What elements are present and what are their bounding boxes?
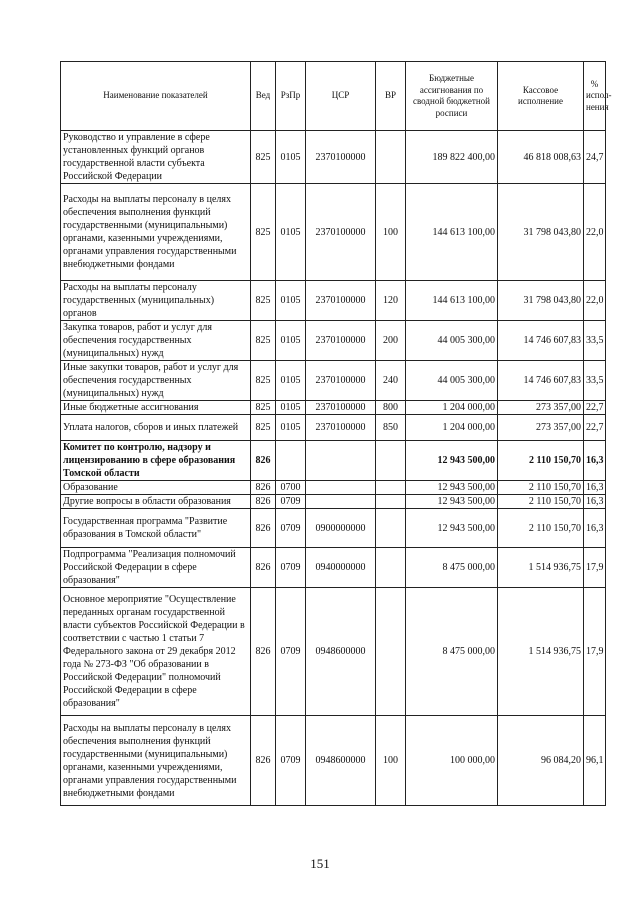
row-name: Иные бюджетные ассигнования [61,401,251,415]
row-csr: 2370100000 [306,321,376,361]
row-csr: 2370100000 [306,415,376,441]
row-vr: 850 [376,415,406,441]
row-ved: 825 [251,415,276,441]
row-cash-execution: 273 357,00 [498,401,584,415]
row-cash-execution: 273 357,00 [498,415,584,441]
row-assignments: 12 943 500,00 [406,509,498,548]
row-percent: 17,9 [584,588,606,716]
row-rzpr: 0700 [276,481,306,495]
row-csr [306,481,376,495]
row-name: Государственная программа "Развитие образования в Томской области" [61,509,251,548]
row-ved: 826 [251,441,276,481]
row-ved: 826 [251,588,276,716]
row-cash-execution: 46 818 008,63 [498,131,584,184]
table-row [61,131,606,184]
row-assignments: 44 005 300,00 [406,361,498,401]
row-percent: 17,9 [584,548,606,588]
row-vr: 200 [376,321,406,361]
row-name: Закупка товаров, работ и услуг для обеспечения государственных (муниципальных) нужд [61,321,251,361]
row-csr: 0940000000 [306,548,376,588]
table-row [61,441,606,481]
table-row [61,281,606,321]
row-percent: 24,7 [584,131,606,184]
row-ved: 825 [251,401,276,415]
row-csr: 2370100000 [306,131,376,184]
row-name: Расходы на выплаты персоналу государственных (муниципальных) органов [61,281,251,321]
row-ved: 826 [251,509,276,548]
row-csr: 0900000000 [306,509,376,548]
row-assignments: 144 613 100,00 [406,281,498,321]
budget-table [60,61,612,806]
table-row [61,184,606,281]
row-vr [376,481,406,495]
row-percent: 16,3 [584,495,606,509]
row-csr: 2370100000 [306,184,376,281]
row-assignments: 1 204 000,00 [406,415,498,441]
table-row [61,716,606,806]
row-cash-execution: 2 110 150,70 [498,509,584,548]
row-name: Уплата налогов, сборов и иных платежей [61,415,251,441]
row-cash-execution: 14 746 607,83 [498,361,584,401]
header-ved: Вед [251,62,276,131]
row-vr [376,509,406,548]
row-cash-execution: 31 798 043,80 [498,184,584,281]
table-row [61,548,606,588]
row-cash-execution: 31 798 043,80 [498,281,584,321]
row-vr [376,495,406,509]
row-cash-execution: 1 514 936,75 [498,588,584,716]
row-name: Иные закупки товаров, работ и услуг для обеспечения государственных (муниципальных) нужд [61,361,251,401]
row-name: Расходы на выплаты персоналу в целях обеспечения выполнения функций государственными (муниципальными) органами, казенными учреждениями, органами управления государственными внебюджетными фондами [61,184,251,281]
row-ved: 825 [251,184,276,281]
row-rzpr: 0105 [276,281,306,321]
row-vr [376,131,406,184]
table-row [61,495,606,509]
row-assignments: 144 613 100,00 [406,184,498,281]
table-row [61,401,606,415]
row-vr: 100 [376,184,406,281]
row-ved: 826 [251,548,276,588]
row-rzpr: 0105 [276,361,306,401]
row-assignments: 12 943 500,00 [406,495,498,509]
header-name: Наименование показателей [61,62,251,131]
header-row [61,62,606,131]
header-percent: % испол- нения [584,62,606,131]
row-rzpr: 0709 [276,495,306,509]
row-name: Комитет по контролю, надзору и лицензированию в сфере образования Томской области [61,441,251,481]
row-vr [376,548,406,588]
row-percent: 22,0 [584,184,606,281]
header-csr: ЦСР [306,62,376,131]
row-percent: 96,1 [584,716,606,806]
row-ved: 826 [251,495,276,509]
row-assignments: 44 005 300,00 [406,321,498,361]
row-percent: 16,3 [584,441,606,481]
row-percent: 33,5 [584,361,606,401]
row-assignments: 100 000,00 [406,716,498,806]
header-cash-execution: Кассовое исполнение [498,62,584,131]
row-percent: 33,5 [584,321,606,361]
row-rzpr: 0709 [276,588,306,716]
table-row [61,588,606,716]
row-cash-execution: 14 746 607,83 [498,321,584,361]
row-percent: 22,7 [584,415,606,441]
row-cash-execution: 96 084,20 [498,716,584,806]
row-rzpr: 0709 [276,509,306,548]
header-vr: ВР [376,62,406,131]
row-percent: 22,0 [584,281,606,321]
row-vr: 120 [376,281,406,321]
row-vr: 800 [376,401,406,415]
row-rzpr: 0709 [276,716,306,806]
row-ved: 826 [251,481,276,495]
row-csr: 2370100000 [306,361,376,401]
row-rzpr: 0105 [276,321,306,361]
row-vr: 100 [376,716,406,806]
row-csr: 2370100000 [306,281,376,321]
row-assignments: 12 943 500,00 [406,441,498,481]
row-rzpr: 0105 [276,401,306,415]
row-cash-execution: 1 514 936,75 [498,548,584,588]
row-cash-execution: 2 110 150,70 [498,495,584,509]
row-rzpr: 0105 [276,184,306,281]
row-percent: 22,7 [584,401,606,415]
row-csr: 2370100000 [306,401,376,415]
row-percent: 16,3 [584,509,606,548]
row-ved: 825 [251,281,276,321]
row-csr [306,495,376,509]
row-assignments: 12 943 500,00 [406,481,498,495]
page-number: 151 [310,856,330,871]
row-csr: 0948600000 [306,716,376,806]
header-assignments: Бюджетные ассигнования по сводной бюджетной росписи [406,62,498,131]
row-rzpr: 0105 [276,415,306,441]
table-row [61,509,606,548]
row-rzpr [276,441,306,481]
row-name: Расходы на выплаты персоналу в целях обеспечения выполнения функций государственными (муниципальными) органами, казенными учреждениями, органами управления государственными внебюджетными фондами [61,716,251,806]
row-name: Образование [61,481,251,495]
row-vr [376,588,406,716]
table-row [61,361,606,401]
table-row [61,415,606,441]
row-name: Руководство и управление в сфере установленных функций органов государственной власти субъекта Российской Федерации [61,131,251,184]
header-rzpr: РзПр [276,62,306,131]
row-assignments: 189 822 400,00 [406,131,498,184]
row-name: Подпрограмма "Реализация полномочий Российской Федерации в сфере образования" [61,548,251,588]
row-ved: 826 [251,716,276,806]
row-csr [306,441,376,481]
table-row [61,321,606,361]
row-name: Другие вопросы в области образования [61,495,251,509]
row-rzpr: 0709 [276,548,306,588]
row-ved: 825 [251,131,276,184]
table-row [61,481,606,495]
row-name: Основное мероприятие "Осуществление переданных органам государственной власти субъектов Российской Федерации в соответствии с частью 1 статьи 7 Федерального закона от 29 декабря 2012 года № 273-ФЗ "Об образовании в Российской Федерации" полномочий Российской Федерации в сфере образования" [61,588,251,716]
row-ved: 825 [251,361,276,401]
row-assignments: 8 475 000,00 [406,588,498,716]
table-body [61,131,606,806]
row-assignments: 8 475 000,00 [406,548,498,588]
row-vr: 240 [376,361,406,401]
row-assignments: 1 204 000,00 [406,401,498,415]
row-ved: 825 [251,321,276,361]
row-cash-execution: 2 110 150,70 [498,441,584,481]
row-percent: 16,3 [584,481,606,495]
row-cash-execution: 2 110 150,70 [498,481,584,495]
row-rzpr: 0105 [276,131,306,184]
row-csr: 0948600000 [306,588,376,716]
row-vr [376,441,406,481]
